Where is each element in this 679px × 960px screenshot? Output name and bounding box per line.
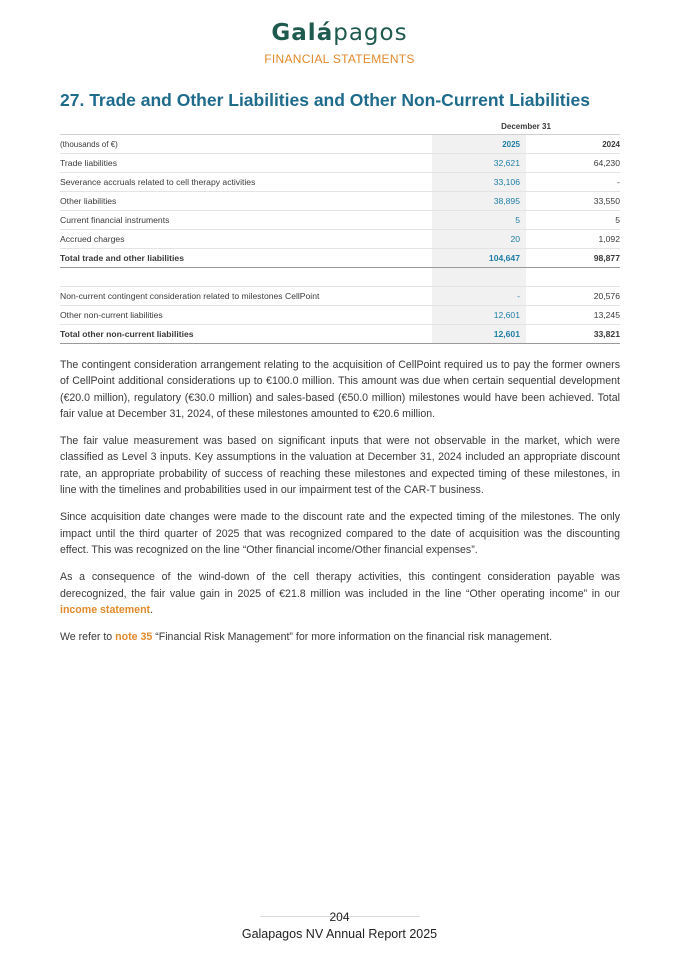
value-2025: 38,895 — [432, 192, 526, 210]
column-header-2025: 2025 — [432, 135, 526, 153]
body-text — [60, 357, 620, 656]
paragraph: The fair value measurement was based on significant inputs that were not observable in the market, which were classified as Level 3 inputs. Key assumptions in the valuation at December 31, 2024 included an appropriate discount rate, an appropriate probability of success of reaching these milestones and expected timing of these milestones, in line with the timelines and probabilities used in our impairment test of the CAR-T business. — [60, 435, 620, 497]
section-label: FINANCIAL STATEMENTS — [264, 52, 415, 66]
value-2024: 33,550 — [593, 196, 620, 206]
row-label: Total trade and other liabilities — [60, 253, 184, 263]
value-2025: 5 — [432, 211, 526, 229]
paragraph — [60, 569, 620, 618]
table-row — [60, 230, 620, 249]
value-2024: 64,230 — [593, 158, 620, 168]
page-number: 204 — [329, 910, 350, 924]
row-label: Severance accruals related to cell therapy activities — [60, 177, 256, 187]
table-spacer-row — [60, 268, 620, 287]
table-row — [60, 287, 620, 306]
paragraph-text: “Financial Risk Management” for more information on the financial risk management. — [152, 631, 553, 644]
value-2024: 1,092 — [598, 234, 620, 244]
company-logo — [0, 20, 679, 46]
paragraph-text: We refer to — [60, 631, 116, 644]
paragraph: The contingent consideration arrangement relating to the acquisition of CellPoint required us to pay the former owners of CellPoint additional considerations up to €100.0 million. This amount was due when certain sequential development (€20.0 million), regulatory (€30.0 million) and sales-based (€50.0 million) milestones would have been achieved. Total fair value at December 31, 2024, of these milestones amounted to €20.6 million. — [60, 359, 620, 420]
liabilities-table — [60, 118, 620, 344]
value-2025: 20 — [432, 230, 526, 248]
value-2024: 13,245 — [593, 310, 620, 320]
paragraph-text: . — [150, 603, 154, 616]
table-group-header-row — [60, 118, 620, 134]
value-2025: - — [432, 287, 526, 305]
group-header: December 31 — [501, 121, 551, 131]
table-row — [60, 306, 620, 325]
value-2024: 20,576 — [593, 291, 620, 301]
paragraph — [60, 629, 620, 645]
value-2024: 98,877 — [593, 253, 620, 263]
table-row — [60, 173, 620, 192]
row-label: Non-current contingent consideration related to milestones CellPoint — [60, 291, 320, 301]
value-2025: 12,601 — [432, 325, 526, 343]
value-2025: 33,106 — [432, 173, 526, 191]
page-title: 27. Trade and Other Liabilities and Other Non-Current Liabilities — [60, 90, 590, 110]
row-label: Current financial instruments — [60, 215, 170, 225]
row-label: Accrued charges — [60, 234, 125, 244]
row-label: Total other non-current liabilities — [60, 329, 194, 339]
value-2024: 33,821 — [593, 329, 620, 339]
value-2025: 12,601 — [432, 306, 526, 324]
value-2024: - — [617, 177, 620, 187]
paragraph: Since acquisition date changes were made to the discount rate and the expected timing of the milestones. The only impact until the third quarter of 2025 that was recognized compared to the date of acquisition was the discounting effect. This was recognized on the line “Other financial income/Other financial expenses”. — [60, 511, 620, 556]
row-label: Other non-current liabilities — [60, 310, 163, 320]
report-name: Galapagos NV Annual Report 2025 — [241, 927, 438, 941]
table-row — [60, 154, 620, 173]
note-35-link[interactable]: note 35 — [115, 631, 153, 644]
value-2025: 104,647 — [432, 249, 526, 267]
value-2024: 5 — [615, 215, 620, 225]
table-total-row — [60, 249, 620, 268]
table-header-row — [60, 134, 620, 154]
table-row — [60, 211, 620, 230]
row-label: Other liabilities — [60, 196, 117, 206]
logo-bold-text: Galá — [271, 20, 334, 46]
table-row — [60, 192, 620, 211]
unit-label: (thousands of €) — [60, 139, 118, 149]
table-total-row — [60, 325, 620, 344]
column-header-2024: 2024 — [602, 139, 620, 149]
value-2025: 32,621 — [432, 154, 526, 172]
row-label: Trade liabilities — [60, 158, 117, 168]
logo-regular-text: pagos — [333, 20, 408, 46]
income-statement-link[interactable]: income statement — [60, 603, 151, 616]
paragraph-text: As a consequence of the wind-down of the cell therapy activities, this contingent consideration payable was derecognized, the fair value gain in 2025 of €21.8 million was included in the line “Other operating income” in our — [60, 571, 620, 600]
